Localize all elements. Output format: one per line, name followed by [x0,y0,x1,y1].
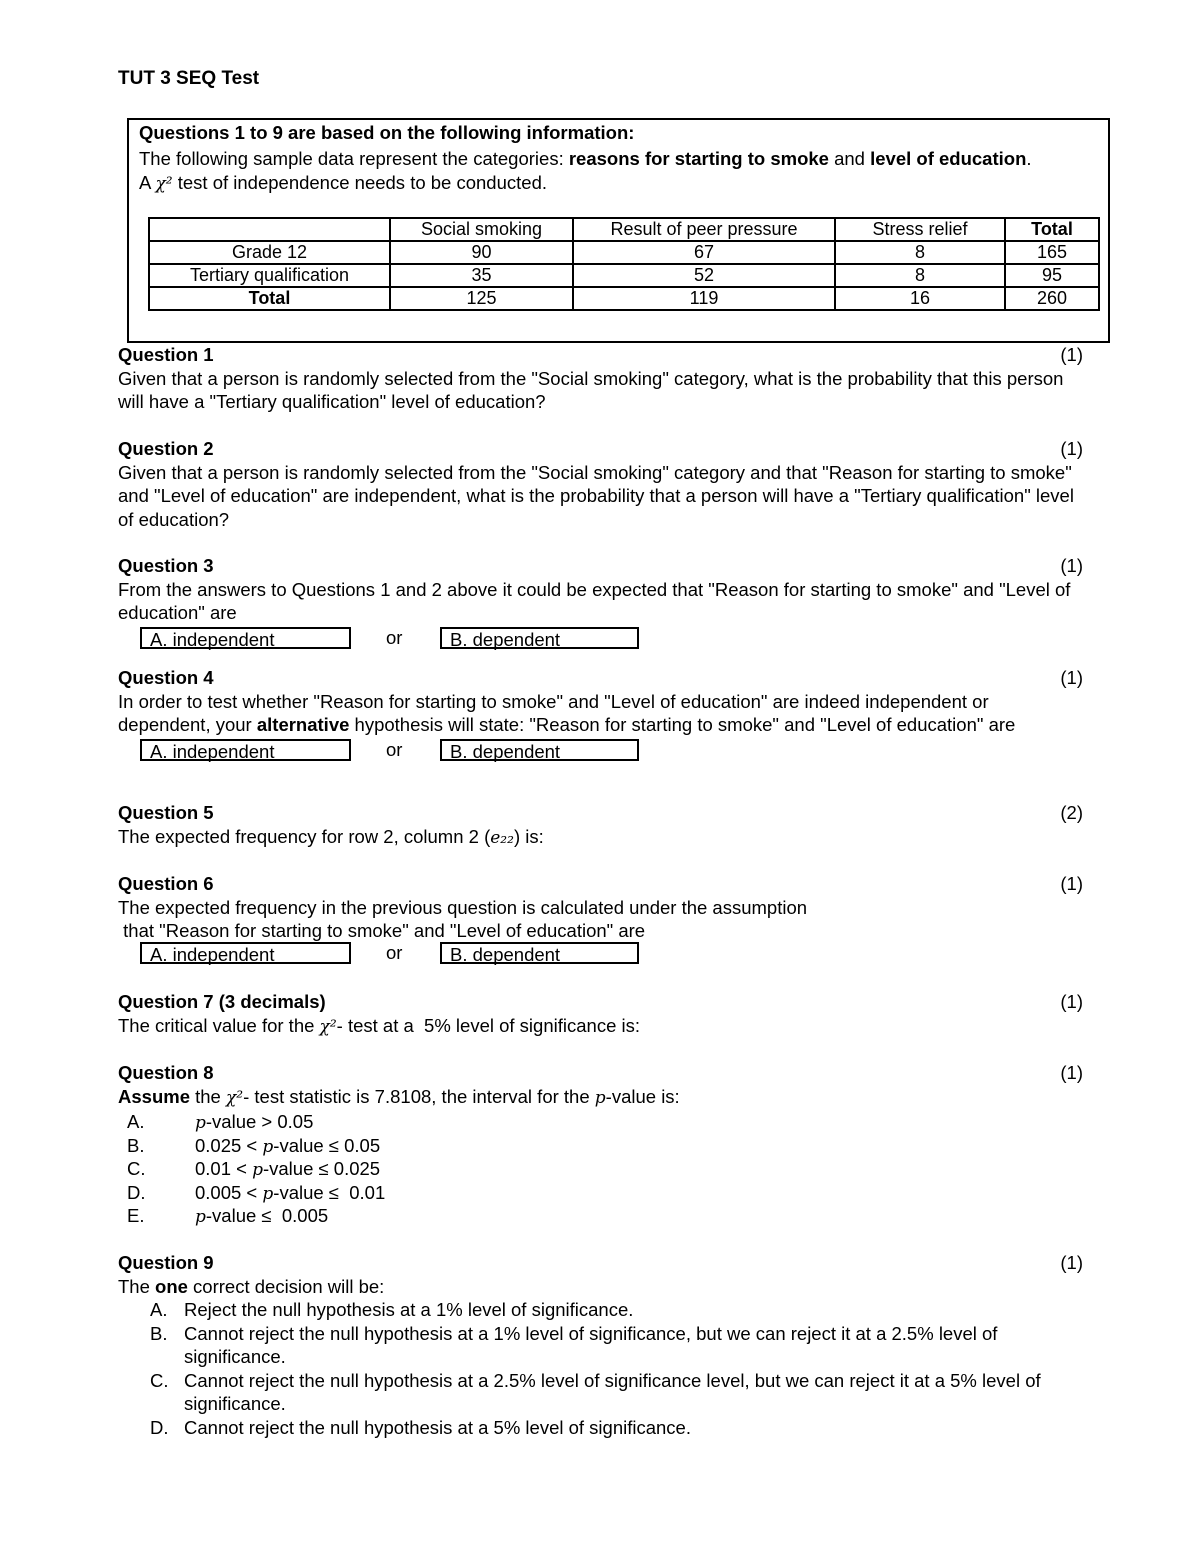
question-8 [118,1061,1083,1228]
question-heading [118,666,1083,690]
question-marks: (1) [1060,344,1083,365]
option-text-part: -value ≤ 0.025 [262,1158,381,1179]
question-heading [118,990,1083,1014]
table-cell: 67 [573,241,835,264]
option-or: or [386,941,403,963]
p-symbol: p [594,1087,606,1108]
question-heading [118,1061,1083,1085]
option-letter: E. [127,1205,145,1226]
info-text-part: and [828,148,871,169]
question-text: The expected frequency in the previous question is calculated under the assumption [118,896,808,918]
option-item[interactable] [118,1157,1083,1181]
question-9 [118,1251,1083,1439]
question-marks: (1) [1060,1062,1083,1083]
option-item[interactable] [118,1322,1083,1369]
chi-square-symbol: χ² [155,174,173,194]
table-cell: 8 [835,264,1005,287]
info-text-part: The following sample data represent the categories: [139,148,569,169]
question-5 [118,801,1083,850]
table-cell: Grade 12 [149,241,390,264]
p-symbol: p [262,1183,274,1204]
option-item[interactable] [118,1369,1083,1416]
question-text [118,1085,1078,1111]
option-item[interactable] [118,1134,1083,1158]
question-6 [118,872,1083,966]
table-cell: 16 [835,287,1005,310]
question-text-part: The critical value for the [118,1014,320,1036]
page-title: TUT 3 SEQ Test [118,68,260,89]
question-text: Given that a person is randomly selected from the "Social smoking" category, what is the probability that this person will have a "Tertiary qualification" level of education? [118,367,1064,412]
question-label: Question 4 [118,667,214,688]
table-cell: 8 [835,241,1005,264]
option-text: Cannot reject the null hypothesis at a 2.5% level of significance level, but we can reject it at a 5% level of significance. [184,1369,1041,1414]
question-label: Question 5 [118,802,214,823]
option-item[interactable] [118,1204,1083,1228]
option-a-box[interactable]: A. independent [140,739,351,761]
question-marks: (1) [1060,438,1083,459]
option-letter: C. [150,1369,169,1391]
question-label: Question 1 [118,344,214,365]
question-text-part: - test statistic is 7.8108, the interval for the [243,1085,595,1107]
info-bold-part: reasons for starting to smoke [568,148,829,169]
option-text-part: -value ≤ 0.005 [205,1205,329,1226]
option-letter: A. [150,1299,168,1320]
option-row [118,737,1083,763]
question-label: Question 9 [118,1252,214,1273]
table-cell: 260 [1005,287,1099,310]
option-text [195,1204,328,1230]
option-letter: A. [127,1111,145,1132]
option-letter: B. [150,1322,168,1344]
option-a-box[interactable]: A. independent [140,942,351,964]
table-cell: 119 [573,287,835,310]
option-item[interactable] [118,1416,1083,1440]
option-list [118,1298,1083,1439]
option-text-part: 0.005 < [195,1181,263,1203]
option-text [195,1110,313,1136]
option-item[interactable] [118,1298,1083,1322]
question-text: that "Reason for starting to smoke" and "Level of education" are [118,920,646,941]
question-bold-part: alternative [256,714,350,735]
table-cell: 35 [390,264,573,287]
info-bold-part: level of education [870,148,1027,169]
question-3 [118,554,1083,651]
option-b-box[interactable]: B. dependent [440,627,639,649]
option-letter: B. [127,1134,145,1156]
question-heading [118,554,1083,578]
question-heading [118,343,1083,367]
question-text: From the answers to Questions 1 and 2 above it could be expected that "Reason for starting to smoke" and "Level of education" are [118,578,1071,623]
p-symbol: p [195,1207,206,1227]
option-letter: D. [150,1416,169,1438]
option-item[interactable] [118,1110,1083,1134]
contingency-table [148,217,1100,311]
question-text-part: The [118,1275,156,1297]
question-text [118,825,1078,851]
question-heading [118,437,1083,461]
option-or: or [386,738,403,760]
question-text [118,1275,1078,1299]
option-text [195,1134,380,1160]
option-item[interactable] [118,1181,1083,1205]
question-marks: (1) [1060,555,1083,576]
question-text [118,1014,1078,1040]
option-a-box[interactable]: A. independent [140,627,351,649]
question-bold-part: one [155,1275,188,1297]
info-box [127,118,1110,343]
table-row [149,287,1099,310]
question-heading [118,872,1083,896]
table-cell: 95 [1005,264,1099,287]
option-b-box[interactable]: B. dependent [440,942,639,964]
chi-square-symbol: χ² [225,1087,244,1108]
question-marks: (1) [1060,1252,1083,1273]
info-heading: Questions 1 to 9 are based on the following information: [139,122,635,143]
question-4 [118,666,1083,763]
question-label: Question 2 [118,438,214,459]
option-or: or [386,626,403,648]
p-symbol: p [252,1160,263,1180]
table-cell: Stress relief [835,218,1005,241]
option-text-part: 0.025 < [195,1134,263,1156]
p-symbol: p [195,1113,206,1133]
option-text-part: -value ≤ 0.01 [273,1181,386,1203]
table-row [149,241,1099,264]
table-cell: Total [1005,218,1099,241]
question-1 [118,343,1083,414]
option-text-part: -value > 0.05 [205,1111,314,1132]
option-text-part: -value ≤ 0.05 [273,1134,381,1156]
question-label: Question 3 [118,555,214,576]
table-cell: 165 [1005,241,1099,264]
table-cell: Social smoking [390,218,573,241]
expected-frequency-symbol: e₂₂ [490,827,514,848]
p-symbol: p [262,1136,274,1157]
table-header-row [149,218,1099,241]
question-label: Question 6 [118,873,214,894]
question-2 [118,437,1083,531]
question-text-part: the [189,1085,226,1107]
info-text-part: test of independence needs to be conducted. [172,172,547,193]
info-text-part: . A [139,148,1032,193]
question-7 [118,990,1083,1039]
question-heading [118,801,1083,825]
chi-square-symbol: χ² [319,1016,337,1037]
option-text-part: 0.01 < [195,1158,253,1179]
question-label: Question 8 [118,1062,214,1083]
option-letter: D. [127,1181,146,1203]
table-cell: Total [149,287,390,310]
option-row [118,940,1083,966]
question-text-part: The expected frequency for row 2, column 2 ( [118,825,491,847]
question-text-part: -value is: [605,1085,680,1107]
option-text [195,1157,380,1183]
option-text: Reject the null hypothesis at a 1% level of significance. [184,1299,634,1320]
question-marks: (2) [1060,802,1083,823]
table-cell: Tertiary qualification [149,264,390,287]
option-text: Cannot reject the null hypothesis at a 1% level of significance, but we can reject it at a 2.5% level of significance. [184,1322,998,1367]
option-b-box[interactable]: B. dependent [440,739,639,761]
table-cell: 125 [390,287,573,310]
info-text [139,147,1039,196]
question-marks: (1) [1060,991,1083,1012]
question-marks: (1) [1060,873,1083,894]
question-text-part: hypothesis will state: "Reason for starting to smoke" and "Level of education" are [349,714,1016,735]
question-label: Question 7 (3 decimals) [118,991,326,1012]
question-marks: (1) [1060,667,1083,688]
option-text [195,1181,385,1207]
question-heading [118,1251,1083,1275]
table-cell: 52 [573,264,835,287]
question-text: Given that a person is randomly selected from the "Social smoking" category and that "Reason for starting to smoke" and "Level of education" are independent, what is the probability that a person will have a "Tertiary qualification" level of education? [118,461,1074,530]
table-cell [149,218,390,241]
question-text-part: ) is: [513,825,544,847]
question-text [118,690,1078,737]
option-text: Cannot reject the null hypothesis at a 5% level of significance. [184,1416,691,1438]
question-bold-part: Assume [118,1085,190,1107]
question-text-part: In order to test whether "Reason for starting to smoke" and "Level of education" are indeed independent or dependent, your [118,690,989,735]
option-row [118,625,1083,651]
table-cell: 90 [390,241,573,264]
option-letter: C. [127,1158,146,1179]
question-text-part: correct decision will be: [187,1275,385,1297]
question-text-part: - test at a 5% level of significance is: [336,1014,640,1036]
table-row [149,264,1099,287]
table-cell: Result of peer pressure [573,218,835,241]
